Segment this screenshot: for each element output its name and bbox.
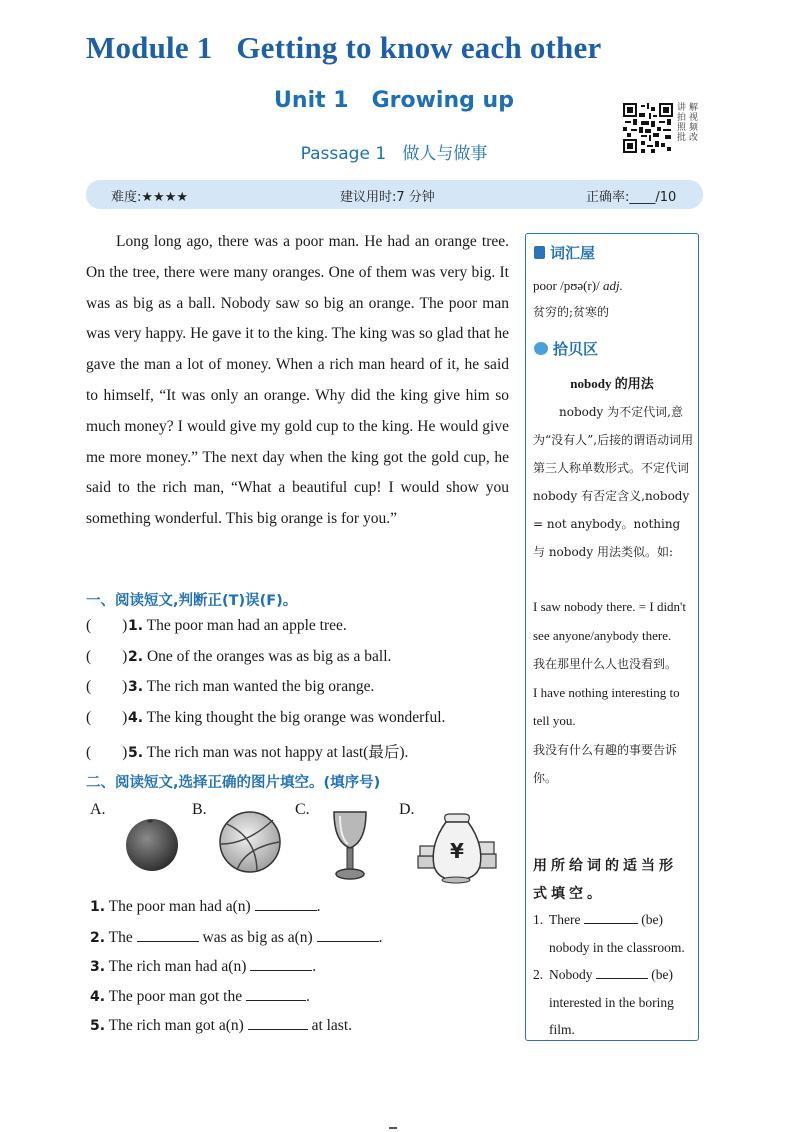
qr-caption-char: 批 xyxy=(677,133,687,143)
tf-item: ( )4. The king thought the big orange was wonderful. xyxy=(86,709,446,726)
answer-parens[interactable]: ( ) xyxy=(86,648,128,665)
note-body: nobody 为不定代词,意为“没有人”,后接的谓语动词用第三人称单数形式。不定代词 nobody 有否定含义,nobody = not anybody。nothing 与 nobody 用法类似。如: xyxy=(533,405,694,559)
passage-title: Passage 1 做人与做事 xyxy=(300,144,488,164)
answer-blank[interactable] xyxy=(246,987,306,1001)
info-bar xyxy=(86,180,703,209)
example-1-en: I saw nobody there. = I didn't see anyone/anybody there. xyxy=(533,599,687,643)
vocab-word xyxy=(533,275,695,297)
reading-passage: Long long ago, there was a poor man. He had an orange tree. On the tree, there were many oranges. One of them was very big. It was as big as a ball. Nobody saw so big an orange. The poor man was very happy. He gave it to the king. The king was so glad that he gave the man a lot of money. When a rich man heard of it, he said to himself, “It was only an orange. Why did the king give him so much money? I would give my gold cup to the king. He would give me more money.” The next day when the king got the gold cup, he said to the rich man, “What a beautiful cup! I would show you something wonderful. This big orange is for you.” xyxy=(86,233,509,528)
answer-parens[interactable]: ( ) xyxy=(86,617,128,634)
option-d-label: D. xyxy=(399,801,415,818)
answer-parens[interactable]: ( ) xyxy=(86,744,128,761)
option-c-label: C. xyxy=(295,801,310,818)
accuracy-label: 正确率:____/10 xyxy=(586,190,677,205)
answer-blank[interactable] xyxy=(137,928,199,942)
examples xyxy=(533,593,695,793)
difficulty-label: 难度:★★★★ xyxy=(111,190,188,205)
suggested-time-label: 建议用时:7 分钟 xyxy=(340,190,435,205)
book-icon xyxy=(534,246,545,259)
qr-caption-char: 照 xyxy=(677,123,687,133)
answer-blank[interactable] xyxy=(250,957,312,971)
tf-item: ( )1. The poor man had an apple tree. xyxy=(86,617,347,634)
qr-caption-char: 改 xyxy=(689,133,699,143)
vocab-pos: adj. xyxy=(602,278,623,293)
vocab-heading-label: 词汇屋 xyxy=(550,244,596,262)
module-title: Module 1 Getting to know each other xyxy=(86,30,602,65)
qr-code-icon[interactable] xyxy=(623,103,673,153)
vocab-definition: 贫穷的;贫寒的 xyxy=(533,305,610,319)
answer-blank[interactable] xyxy=(584,910,638,924)
sidebar-fill-item: 1. There (be) nobody in the classroom. xyxy=(533,912,685,955)
unit-title: Unit 1 Growing up xyxy=(274,88,514,113)
vocab-word-text: poor /pʊə(r)/ xyxy=(533,278,603,293)
picture-fill-item: 1. The poor man had a(n) . xyxy=(90,898,321,915)
money-bag-icon xyxy=(416,810,498,886)
answer-parens[interactable]: ( ) xyxy=(86,678,128,695)
picture-fill-item: 3. The rich man had a(n) . xyxy=(90,958,317,975)
tf-item: ( )5. The rich man was not happy at last(最后). xyxy=(86,744,409,761)
example-2-zh: 我没有什么有趣的事要告诉你。 xyxy=(533,742,678,785)
qr-caption-char: 解 xyxy=(689,103,699,113)
answer-blank[interactable] xyxy=(596,965,648,979)
svg-text:¥: ¥ xyxy=(450,839,464,863)
note-title: nobody 的用法 xyxy=(570,376,654,391)
sidebar-fill-title: 用所给词的适当形式填空。 xyxy=(533,858,677,902)
answer-blank[interactable] xyxy=(255,897,317,911)
picture-fill-item: 5. The rich man got a(n) at last. xyxy=(90,1017,353,1034)
note-heading-label: 拾贝区 xyxy=(553,340,599,358)
example-1-zh: 我在那里什么人也没看到。 xyxy=(533,657,678,671)
ball-icon xyxy=(217,808,283,876)
answer-blank[interactable] xyxy=(317,928,379,942)
qr-caption-char: 拍 xyxy=(677,113,687,123)
option-b-label: B. xyxy=(192,801,207,818)
picture-fill-item: 2. The was as big as a(n) . xyxy=(90,929,383,946)
note-heading xyxy=(534,338,598,359)
qr-caption-char: 频 xyxy=(689,123,699,133)
answer-parens[interactable]: ( ) xyxy=(86,709,128,726)
qr-caption xyxy=(677,103,701,143)
tf-item: ( )2. One of the oranges was as big as a ball. xyxy=(86,648,392,665)
vocab-heading xyxy=(534,242,595,263)
section-2-heading: 二、阅读短文,选择正确的图片填空。(填序号) xyxy=(86,775,381,791)
example-2-en: I have nothing interesting to tell you. xyxy=(533,684,680,728)
shell-icon xyxy=(534,342,548,355)
sidebar-fill-item: 2. Nobody (be) interested in the boring film. xyxy=(533,967,674,1037)
qr-caption-char: 讲 xyxy=(677,103,687,113)
section-1-heading: 一、阅读短文,判断正(T)误(F)。 xyxy=(86,593,298,609)
page-marker xyxy=(389,1127,397,1129)
picture-fill-item: 4. The poor man got the . xyxy=(90,988,310,1005)
tf-item: ( )3. The rich man wanted the big orange. xyxy=(86,678,375,695)
orange-icon xyxy=(124,815,180,873)
option-a-label: A. xyxy=(90,801,106,818)
qr-caption-char: 视 xyxy=(689,113,699,123)
gold-cup-icon xyxy=(326,808,374,882)
answer-blank[interactable] xyxy=(248,1016,308,1030)
